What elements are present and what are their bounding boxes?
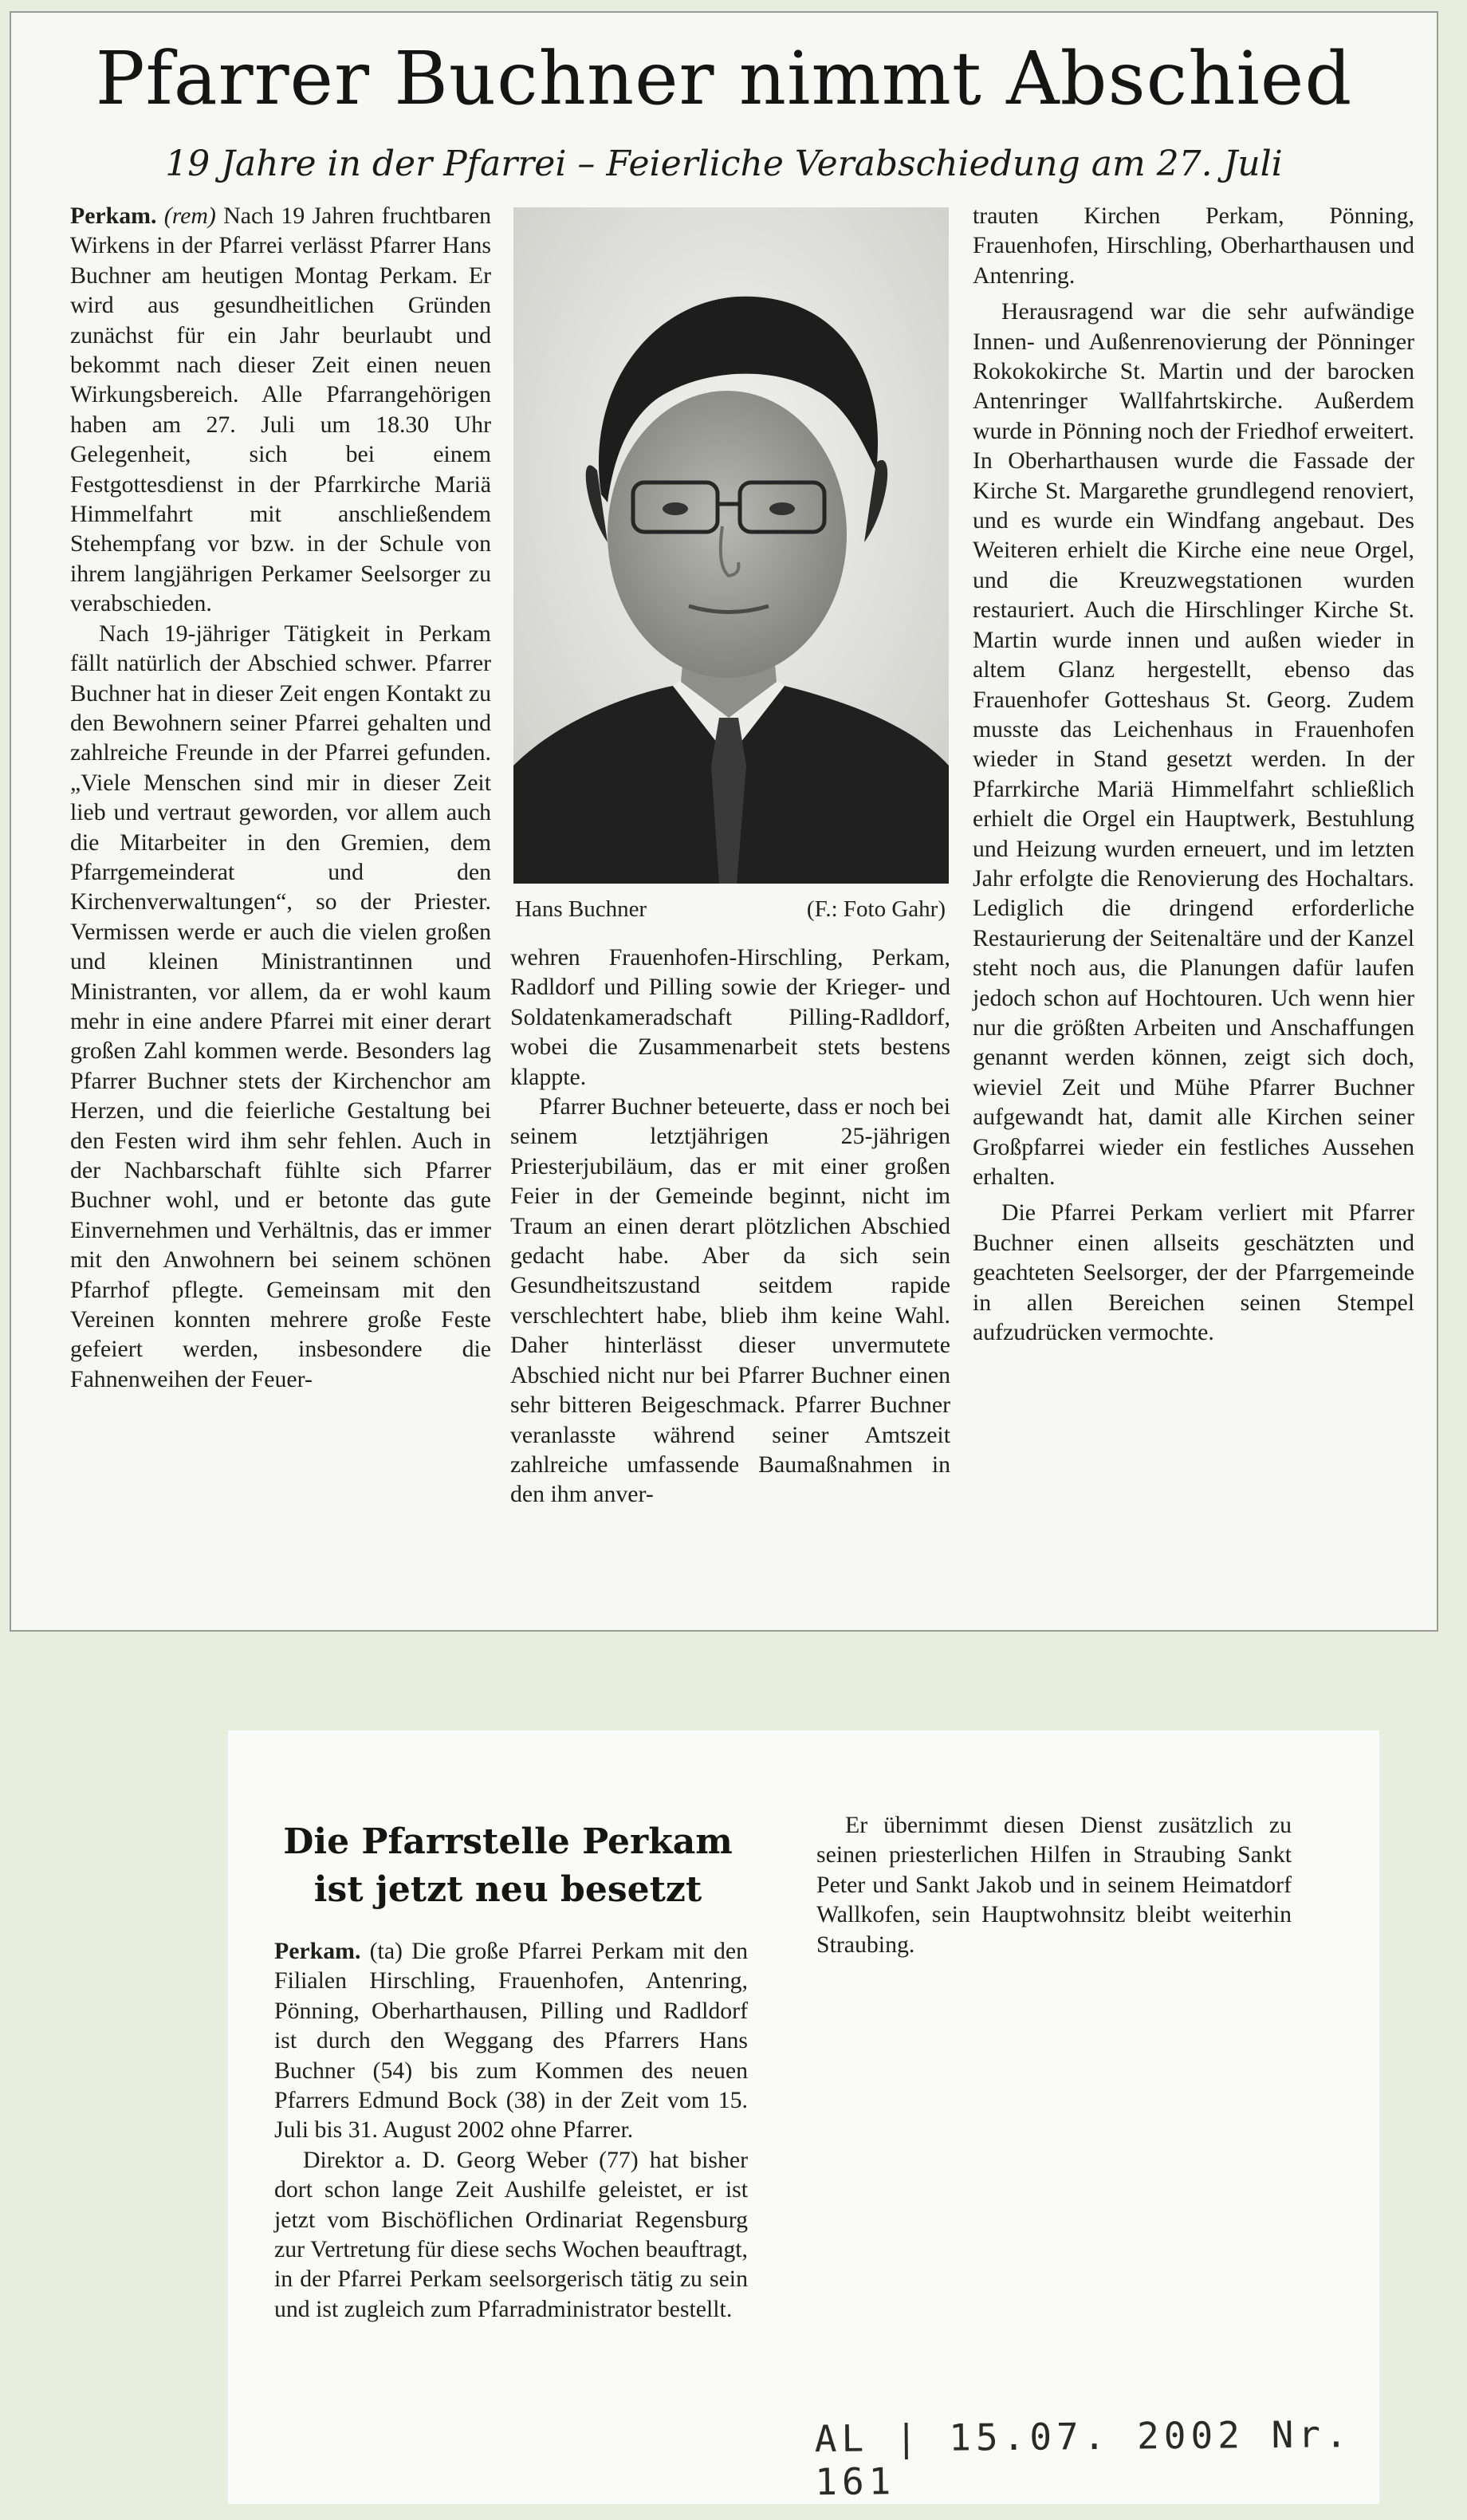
- article-column-1: [274, 1936, 748, 2494]
- paragraph-text: Nach 19 Jahren fruchtbaren Wirkens in der Pfarrei verlässt Pfarrer Hans Buchner am heutigen Montag Perkam. Er wird aus gesundheitlichen Gründen zunächst für ein Jahr beurlaubt und bekommt nach dieser Zeit einen neuen Wirkungsbereich. Alle Pfarrangehörigen haben am 27. Juli um 18.30 Uhr Gelegenheit, sich bei einem Festgottesdienst in der Pfarrkirche Mariä Himmelfahrt mit anschließendem Stehempfang vor bzw. in der Schule von ihrem langjährigen Perkamer Seelsorger zu verabschieden.: [70, 203, 492, 617]
- article-paragraph: Herausragend war die sehr aufwändige Innen- und Außenrenovierung der Pönninger Rokokokirche St. Martin und der barocken Antenringer Wallfahrtskirche. Außerdem wurde in Pönning noch der Friedhof erweitert. In Oberharthausen wurde die Fassade der Kirche St. Margarethe grundlegend renoviert, und es wurde ein Windfang angebaut. Des Weiteren erhielt die Kirche eine neue Orgel, und die Kreuzwegstationen wurden restauriert. Auch die Hirschlinger Kirche St. Martin wurde innen und außen wieder in altem Glanz hergestellt, ebenso das Frauenhofer Gotteshaus St. Georg. Zudem musste das Leichenhaus in Frauenhofen wieder in Stand gesetzt werden. In der Pfarrkirche Mariä Himmelfahrt schließlich erhielt die Orgel ein Hauptwerk, Bestuhlung und Heizung wurden erneuert, und im letzten Jahr erfolgte die Renovierung des Hochaltars. Lediglich die dringend erforderliche Restaurierung der Seitenaltäre und der Kanzel steht noch aus, die Planungen dafür laufen jedoch schon auf Hochtouren. Uch wenn hier nur die größten Arbeiten und Anschaffungen genannt werden können, zeigt sich doch, wieviel Zeit und Mühe Pfarrer Buchner aufgewandt hat, damit alle Kirchen seiner Großpfarrei wieder ein festliches Aussehen erhalten.: [973, 298, 1414, 1190]
- article-column-3: [973, 201, 1414, 1620]
- article-paragraph: Direktor a. D. Georg Weber (77) hat bisher dort schon lange Zeit Aushilfe geleistet, er ist jetzt vom Bischöflichen Ordinariat Regensburg zur Vertretung für diese sechs Wochen beauftragt, in der Pfarrei Perkam seelsorgerisch tätig zu sein und ist zugleich zum Pfarradministrator bestellt.: [274, 2146, 748, 2322]
- article-paragraph: [274, 1936, 748, 2145]
- article-paragraph: Nach 19-jähriger Tätigkeit in Perkam fällt natürlich der Abschied schwer. Pfarrer Buchner hat in dieser Zeit engen Kontakt zu den Bewohnern seiner Pfarrei gehalten und zahlreiche Freunde in der Pfarrei gefunden. „Viele Menschen sind mir in dieser Zeit lieb und vertraut geworden, vor allem auch die Mitarbeiter in den Gremien, dem Pfarrgemeinderat und den Kirchenverwaltungen“, so der Priester. Vermissen werde er auch die vielen großen und kleinen Ministrantinnen und Ministranten, vor allem, da er wohl kaum mehr in eine andere Pfarrei mit einer derart großen Zahl kommen werde. Besonders lag Pfarrer Buchner stets der Kirchenchor am Herzen, und die feierliche Gestaltung bei den Festen wird ihm sehr fehlen. Auch in der Nachbarschaft fühlte sich Pfarrer Buchner wohl, und er betonte das gute Einvernehmen und Verhältnis, das er immer mit den Anwohnern bei seinem schönen Pfarrhof pflegte. Gemeinsam mit den Vereinen konnten mehrere große Feste gefeiert werden, insbesondere die Fahnenweihen der Feuer-: [70, 620, 491, 1392]
- article-paragraph: Die Pfarrei Perkam verliert mit Pfarrer Buchner einen allseits geschätzten und geachteten Seelsorger, der der Pfarrgemeinde in allen Bereichen seinen Stempel aufzudrücken vermochte.: [973, 1199, 1414, 1346]
- handwritten-note: AL | 15.07. 2002 Nr. 161: [814, 2412, 1352, 2504]
- article-headline: Die Pfarrstelle Perkam ist jetzt neu besetzt: [283, 1821, 733, 1910]
- article-column-2: [510, 943, 950, 1620]
- article-paragraph: [70, 201, 491, 619]
- article-column-1: [70, 201, 491, 1620]
- article-paragraph: Pfarrer Buchner beteuerte, dass er noch bei seinem letztjährigen 25-jährigen Priesterjubiläum, das er mit einer großen Feier in der Gemeinde beginnt, nicht im Traum an einen derart plötzlichen Abschied gedacht habe. Aber da sich sein Gesundheitszustand seitdem rapide verschlechtert habe, blieb ihm keine Wahl. Daher hinterlässt dieser unvermutete Abschied nicht nur bei Pfarrer Buchner einen sehr bitteren Beigeschmack. Pfarrer Buchner veranlasste während seiner Amtszeit zahlreiche umfassende Baumaßnahmen in den ihm anver-: [510, 1093, 950, 1508]
- article-headline: Pfarrer Buchner nimmt Abschied: [95, 36, 1353, 121]
- article-paragraph: wehren Frauenhofen-Hirschling, Perkam, Radldorf und Pilling sowie der Krieger- und Soldatenkameradschaft Pilling-Radldorf, wobei die Zusammenarbeit stets bestens klappte.: [510, 944, 950, 1090]
- dateline-place: Perkam.: [274, 1938, 361, 1964]
- photo-credit: (F.: Foto Gahr): [806, 896, 946, 922]
- article-column-2: [816, 1810, 1292, 1986]
- article-subheadline: 19 Jahre in der Pfarrei – Feierliche Verabschiedung am 27. Juli: [165, 144, 1283, 184]
- dateline-source: (rem): [163, 203, 216, 229]
- article-clipping-main: [10, 11, 1438, 1632]
- dateline-source: (ta): [369, 1938, 403, 1964]
- article-clipping-second: [228, 1731, 1379, 2504]
- article-paragraph: trauten Kirchen Perkam, Pönning, Frauenhofen, Hirschling, Oberharthausen und Antenring.: [973, 203, 1414, 289]
- portrait-image: [513, 207, 949, 884]
- dateline-place: Perkam.: [70, 203, 157, 229]
- article-paragraph: Er übernimmt diesen Dienst zusätzlich zu seinen priesterlichen Hilfen in Straubing Sankt Peter und Sankt Jakob und in seinem Heimatdorf Wallkofen, sein Hauptwohnsitz bleibt weiterhin Straubing.: [816, 1812, 1292, 1958]
- photo-caption: Hans Buchner: [515, 896, 647, 922]
- portrait-photo: [513, 207, 949, 884]
- paragraph-text: Die große Pfarrei Perkam mit den Filialen Hirschling, Frauenhofen, Antenring, Pönning, Oberharthausen, Pilling und Radldorf ist durch den Weggang des Pfarrers Hans Buchner (54) bis zum Kommen des neuen Pfarrers Edmund Bock (38) in der Zeit vom 15. Juli bis 31. August 2002 ohne Pfarrer.: [274, 1938, 748, 2144]
